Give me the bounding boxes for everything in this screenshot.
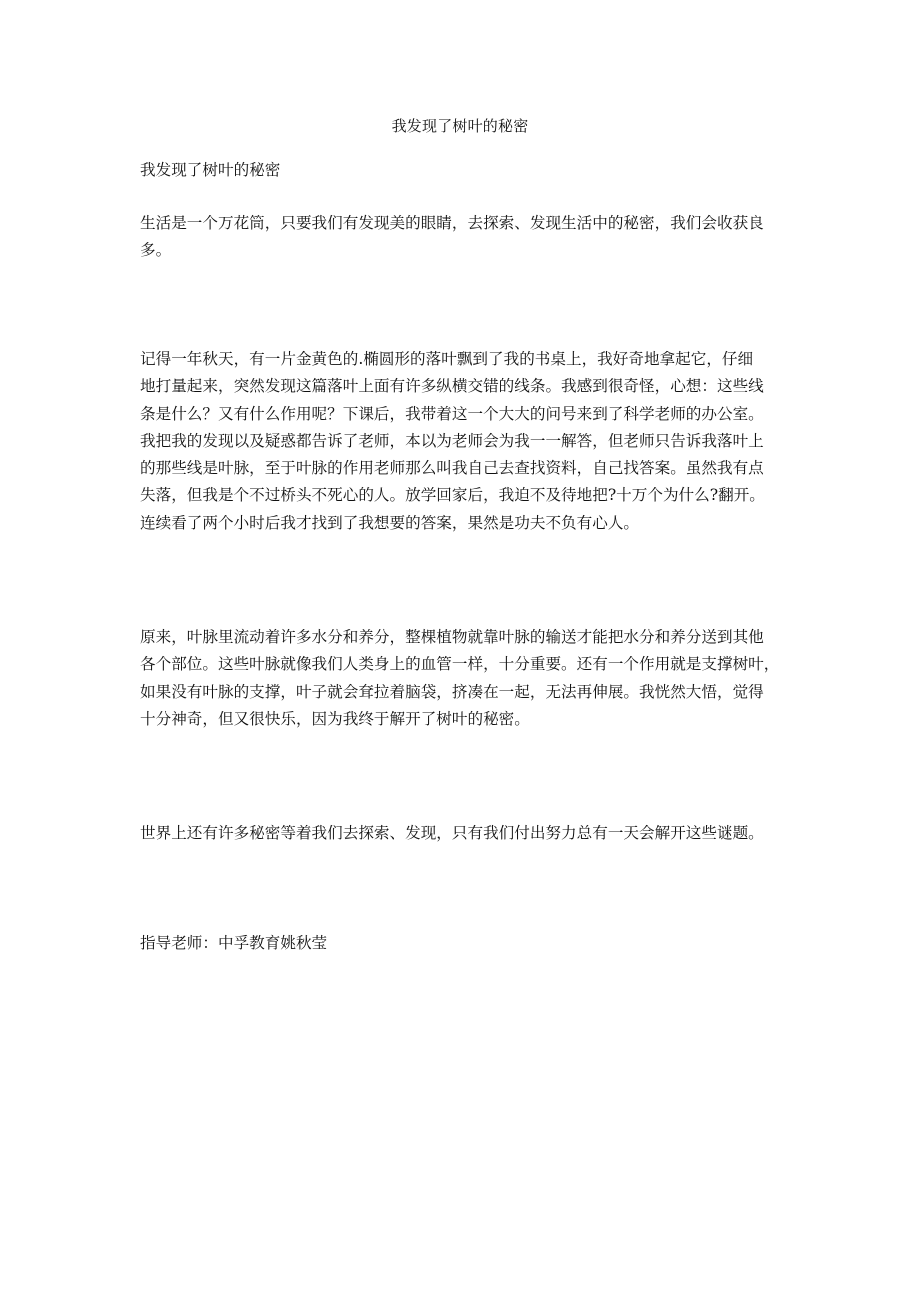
subtitle-line: 我发现了树叶的秘密 [140,161,281,179]
document-title: 我发现了树叶的秘密 [391,117,529,135]
text-line: 条是什么？又有什么作用呢？下课后，我带着这一个大大的问号来到了科学老师的办公室。 [140,404,764,423]
paragraph-intro [140,210,800,265]
paragraph-explanation [140,624,800,733]
text-line: 指导老师：中孚教育姚秋莹 [140,934,328,952]
text-line: 如果没有叶脉的支撑，叶子就会耷拉着脑袋，挤凑在一起，无法再伸展。我恍然大悟，觉得 [140,682,764,701]
advisor-credit [140,930,800,957]
text-line: 连续看了两个小时后我才找到了我想要的答案，果然是功夫不负有心人。 [140,513,640,532]
text-line: 生活是一个万花筒，只要我们有发现美的眼睛，去探索、发现生活中的秘密，我们会收获良 [140,214,764,232]
text-line: 失落，但我是个不过桥头不死心的人。放学回家后，我迫不及待地把?十万个为什么?翻开。 [140,486,765,505]
text-line: 我把我的发现以及疑惑都告诉了老师，本以为老师会为我一一解答，但老师只告诉我落叶上 [140,431,764,450]
text-line: 地打量起来，突然发现这篇落叶上面有许多纵横交错的线条。我感到很奇怪，心想：这些线 [140,377,764,396]
text-line: 记得一年秋天，有一片金黄色的.椭圆形的落叶飘到了我的书桌上，我好奇地拿起它，仔细 [140,350,754,368]
paragraph-conclusion [140,820,800,847]
text-line: 世界上还有许多秘密等着我们去探索、发现，只有我们付出努力总有一天会解开这些谜题。 [140,824,764,842]
text-line: 多。 [140,241,172,260]
text-line: 原来，叶脉里流动着许多水分和养分，整棵植物就靠叶脉的输送才能把水分和养分送到其他 [140,628,764,646]
document-subtitle [140,157,800,184]
text-line: 十分神奇，但又很快乐，因为我终于解开了树叶的秘密。 [140,709,530,728]
text-line: 的那些线是叶脉，至于叶脉的作用老师那么叫我自己去查找资料，自己找答案。虽然我有点 [140,459,764,478]
paragraph-story [140,346,800,537]
text-line: 各个部位。这些叶脉就像我们人类身上的血管一样，十分重要。还有一个作用就是支撑树叶， [140,655,780,674]
